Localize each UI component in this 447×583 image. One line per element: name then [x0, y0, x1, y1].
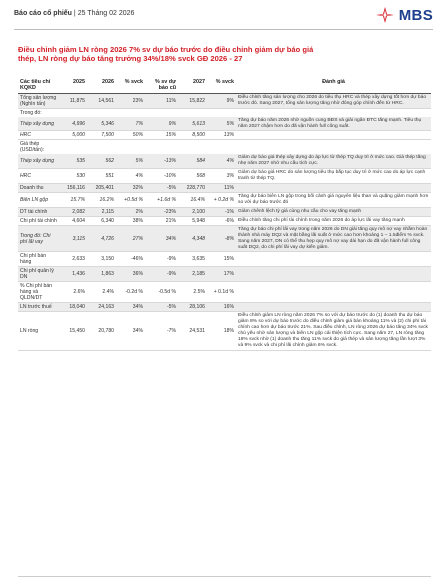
value-2026 [87, 140, 116, 155]
value-2027: 2,100 [178, 207, 207, 216]
table-row [18, 140, 431, 155]
row-label: Thép xây dựng [18, 154, 60, 168]
report-header [14, 10, 134, 17]
vs-previous-forecast: +1.6d % [145, 193, 178, 208]
assessment-note: Giảm dự báo giá thép xây dựng do áp lực từ thép TQ duy trì ở mức cao. Giá thép tăng nhẹ năm 2027 nhờ nhu cầu tích cực. [236, 154, 431, 168]
vs-previous-forecast: -5% [145, 303, 178, 312]
section-title: Điều chỉnh giảm LN ròng 2026 7% sv dự báo trước do điều chỉnh giảm dự báo giá thép, LN ròng dự báo tăng trưởng 34%/18% svck GĐ 2026 - 27 [18, 45, 314, 63]
yoy-change-2027: 9% [207, 93, 236, 108]
yoy-change [116, 108, 145, 117]
assessment-note [236, 282, 431, 303]
yoy-change-2027: 18% [207, 312, 236, 350]
yoy-change: -0.2d % [116, 282, 145, 303]
value-2025 [60, 140, 87, 155]
yoy-change-2027 [207, 140, 236, 155]
value-2025: 2.6% [60, 282, 87, 303]
value-2026: 551 [87, 169, 116, 184]
value-2025: 18,040 [60, 303, 87, 312]
yoy-change-2027: -8% [207, 225, 236, 252]
row-label: Tổng sản lượng (Nghìn tấn) [18, 93, 60, 108]
vs-previous-forecast: -9% [145, 252, 178, 267]
column-header: Đánh giá [236, 78, 431, 93]
yoy-change-2027: 4% [207, 154, 236, 168]
table-row [18, 216, 431, 225]
yoy-change: 23% [116, 93, 145, 108]
mbs-star-icon [374, 6, 396, 24]
yoy-change-2027: + 0.1d % [207, 282, 236, 303]
assessment-note [236, 108, 431, 117]
table-row [18, 169, 431, 184]
value-2025: 4,604 [60, 216, 87, 225]
row-label: Giá thép (USD/tấn): [20, 141, 45, 154]
row-label: DT tài chính [18, 207, 60, 216]
value-2027: 568 [178, 169, 207, 184]
value-2026: 16.2% [87, 193, 116, 208]
table-row [18, 108, 431, 117]
yoy-change [116, 140, 145, 155]
table-row [18, 117, 431, 131]
yoy-change-2027: 13% [207, 131, 236, 140]
brand-name: MBS [398, 6, 433, 24]
value-2027: 5,948 [178, 216, 207, 225]
row-label: Chi phí quản lý DN [18, 267, 60, 282]
table-row [18, 154, 431, 168]
vs-previous-forecast [145, 108, 178, 117]
row-label: HRC [18, 131, 60, 140]
yoy-change: 7% [116, 117, 145, 131]
assessment-note [236, 303, 431, 312]
yoy-change: 34% [116, 312, 145, 350]
vs-previous-forecast: 11% [145, 93, 178, 108]
value-2025: 535 [60, 154, 87, 168]
yoy-change: 38% [116, 216, 145, 225]
value-2027: 3,635 [178, 252, 207, 267]
vs-previous-forecast: -0.5d % [145, 282, 178, 303]
header-separator: | [71, 10, 78, 17]
table-body [18, 93, 431, 350]
value-2027: 5,613 [178, 117, 207, 131]
value-2025: 11,875 [60, 93, 87, 108]
yoy-change-2027: + 0.2d % [207, 193, 236, 208]
value-2026: 2.4% [87, 282, 116, 303]
table-row [18, 303, 431, 312]
value-2026: 2,115 [87, 207, 116, 216]
assessment-note: Điều chỉnh tăng chi phí tài chính trong năm 2026 do áp lực lãi vay tăng mạnh [236, 216, 431, 225]
yoy-change-2027: 3% [207, 169, 236, 184]
footer-divider [18, 576, 431, 577]
yoy-change-2027: -1% [207, 207, 236, 216]
value-2026 [87, 108, 116, 117]
row-label: Thép xây dựng [18, 117, 60, 131]
row-label: Biên LN gộp [18, 193, 60, 208]
table-row [18, 184, 431, 193]
value-2027: 2,185 [178, 267, 207, 282]
assessment-note [236, 184, 431, 193]
assessment-note [236, 252, 431, 267]
column-header: % sv dự báo cũ [145, 78, 178, 93]
table-row [18, 312, 431, 350]
yoy-change: -46% [116, 252, 145, 267]
assessment-note: Tăng dự báo chi phí lãi vay trong năm 2026 do DN giải tăng quy mô nợ vay nhằm hoàn thành nhà máy DQ2 và mặt bằng lãi suất ở mức cao hơn khoảng 1 – 1.5điểm % svck. Sang năm 2027, DN có thể thu hẹp quy mô nợ vay dài hạn do đã vận hành full công suất DQ2, do chi phí lãi vay dự kiến giảm. [236, 225, 431, 252]
row-label: Trong đó: [20, 109, 42, 116]
value-2026: 14,561 [87, 93, 116, 108]
table-row [18, 93, 431, 108]
yoy-change-2027 [207, 108, 236, 117]
assessment-note: Tăng dự báo năm 2026 nhờ nguồn cung BĐS và giải ngân ĐTC tăng mạnh. Tiêu thụ năm 2027 chậm hơn do đã vận hành full công suất. [236, 117, 431, 131]
vs-previous-forecast: 21% [145, 216, 178, 225]
value-2027 [178, 140, 207, 155]
assessment-note: Giảm dự báo giá HRC do sản lượng tiêu thụ bắp tục duy trì ở mức cao do áp lực cạnh tranh từ thép TQ. [236, 169, 431, 184]
value-2025: 2,633 [60, 252, 87, 267]
table-row [18, 252, 431, 267]
column-header: 2027 [178, 78, 207, 93]
assessment-note: Điều chỉnh tăng sản lượng cho 2026 do tiêu thụ HRC và thép xây dựng tốt hơn dự báo trước đó. Sang 2027, tổng sản lượng tăng nhờ đóng góp chính đến từ HRC. [236, 93, 431, 108]
yoy-change: 36% [116, 267, 145, 282]
value-2025: 530 [60, 169, 87, 184]
value-2027: 24,531 [178, 312, 207, 350]
value-2025: 2,082 [60, 207, 87, 216]
vs-previous-forecast: -10% [145, 169, 178, 184]
assessment-note [236, 140, 431, 155]
yoy-change: 50% [116, 131, 145, 140]
vs-previous-forecast: -5% [145, 184, 178, 193]
vs-previous-forecast: -7% [145, 312, 178, 350]
row-label: LN trước thuế [18, 303, 60, 312]
forecast-table [18, 78, 431, 351]
value-2026: 4,726 [87, 225, 116, 252]
value-2026: 7,500 [87, 131, 116, 140]
yoy-change: 5% [116, 154, 145, 168]
report-date: 25 Tháng 02 2026 [77, 10, 135, 17]
vs-previous-forecast: -13% [145, 154, 178, 168]
assessment-note: Giảm chênh lệch tỷ giá cùng nhu cầu cho vay tăng mạnh [236, 207, 431, 216]
yoy-change-2027: 16% [207, 303, 236, 312]
vs-previous-forecast: 15% [145, 131, 178, 140]
column-header: 2026 [87, 78, 116, 93]
vs-previous-forecast [145, 140, 178, 155]
column-header: % svck [116, 78, 145, 93]
value-2027: 16.4% [178, 193, 207, 208]
value-2027: 28,106 [178, 303, 207, 312]
yoy-change: 34% [116, 303, 145, 312]
vs-previous-forecast: -9% [145, 267, 178, 282]
yoy-change: 27% [116, 225, 145, 252]
table-row [18, 131, 431, 140]
row-label: LN ròng [18, 312, 60, 350]
row-label: Chi phí bán hàng [18, 252, 60, 267]
yoy-change-2027: 5% [207, 117, 236, 131]
assessment-note [236, 267, 431, 282]
table-row [18, 267, 431, 282]
column-header: 2025 [60, 78, 87, 93]
value-2025: 3,115 [60, 225, 87, 252]
value-2026: 20,780 [87, 312, 116, 350]
value-2025: 15,450 [60, 312, 87, 350]
assessment-note [236, 131, 431, 140]
table-header [18, 78, 431, 93]
header-divider [14, 29, 433, 30]
yoy-change: 4% [116, 169, 145, 184]
value-2025: 156,116 [60, 184, 87, 193]
value-2027: 228,770 [178, 184, 207, 193]
row-label: HRC [18, 169, 60, 184]
column-header: Các tiêu chí KQKD [18, 78, 60, 93]
value-2025: 4,996 [60, 117, 87, 131]
yoy-change: +0.5d % [116, 193, 145, 208]
value-2026: 24,163 [87, 303, 116, 312]
table-row [18, 282, 431, 303]
yoy-change: 2% [116, 207, 145, 216]
value-2027: 8,500 [178, 131, 207, 140]
value-2027: 15,822 [178, 93, 207, 108]
value-2026: 562 [87, 154, 116, 168]
value-2026: 3,150 [87, 252, 116, 267]
value-2027: 4,348 [178, 225, 207, 252]
row-label: Doanh thu [18, 184, 60, 193]
yoy-change-2027: -6% [207, 216, 236, 225]
value-2027 [178, 108, 207, 117]
value-2027: 2.5% [178, 282, 207, 303]
vs-previous-forecast: 34% [145, 225, 178, 252]
value-2026: 205,401 [87, 184, 116, 193]
row-label: Chi phí tài chính [18, 216, 60, 225]
assessment-note: Tăng dự báo biên LN gộp trong bối cảnh giá nguyên liệu than và quặng giảm mạnh hơn so với dự báo trước đó [236, 193, 431, 208]
yoy-change-2027: 15% [207, 252, 236, 267]
yoy-change: 32% [116, 184, 145, 193]
report-category: Báo cáo cổ phiếu [14, 10, 72, 17]
table-row [18, 225, 431, 252]
table-row [18, 207, 431, 216]
mbs-logo [374, 6, 433, 24]
vs-previous-forecast: 9% [145, 117, 178, 131]
column-header: % svck [207, 78, 236, 93]
value-2025 [60, 108, 87, 117]
value-2026: 5,346 [87, 117, 116, 131]
value-2025: 15.7% [60, 193, 87, 208]
vs-previous-forecast: -23% [145, 207, 178, 216]
row-label: % Chi phí bán hàng và QLDN/DT [18, 282, 60, 303]
value-2027: 584 [178, 154, 207, 168]
assessment-note: Điều chỉnh giảm LN ròng năm 2026 7% so với dự báo trước do (1) doanh thu dự báo giảm 8% so với dự báo trước do điều chỉnh giảm giá bán khoảng 11% và (2) chi phí tài chính cao hơn dự báo trước 21%. Sau điều chỉnh, LN ròng 2026 dự báo tăng 34% svck chủ yếu nhờ sản lượng và biên LN gộp cải thiện tích cực. Sang năm 27, LN ròng tăng 18% svck nhờ (1) doanh thu tăng 11% svck do giá thép và sản lượng tăng lần lượt 3% và 9% svck và chi phí lãi chính giảm 6% svck. [236, 312, 431, 350]
value-2025: 1,436 [60, 267, 87, 282]
yoy-change-2027: 17% [207, 267, 236, 282]
value-2026: 6,340 [87, 216, 116, 225]
yoy-change-2027: 11% [207, 184, 236, 193]
row-label: Trong đó: Chi phí lãi vay [18, 225, 60, 252]
value-2026: 1,863 [87, 267, 116, 282]
value-2025: 5,000 [60, 131, 87, 140]
table-row [18, 193, 431, 208]
